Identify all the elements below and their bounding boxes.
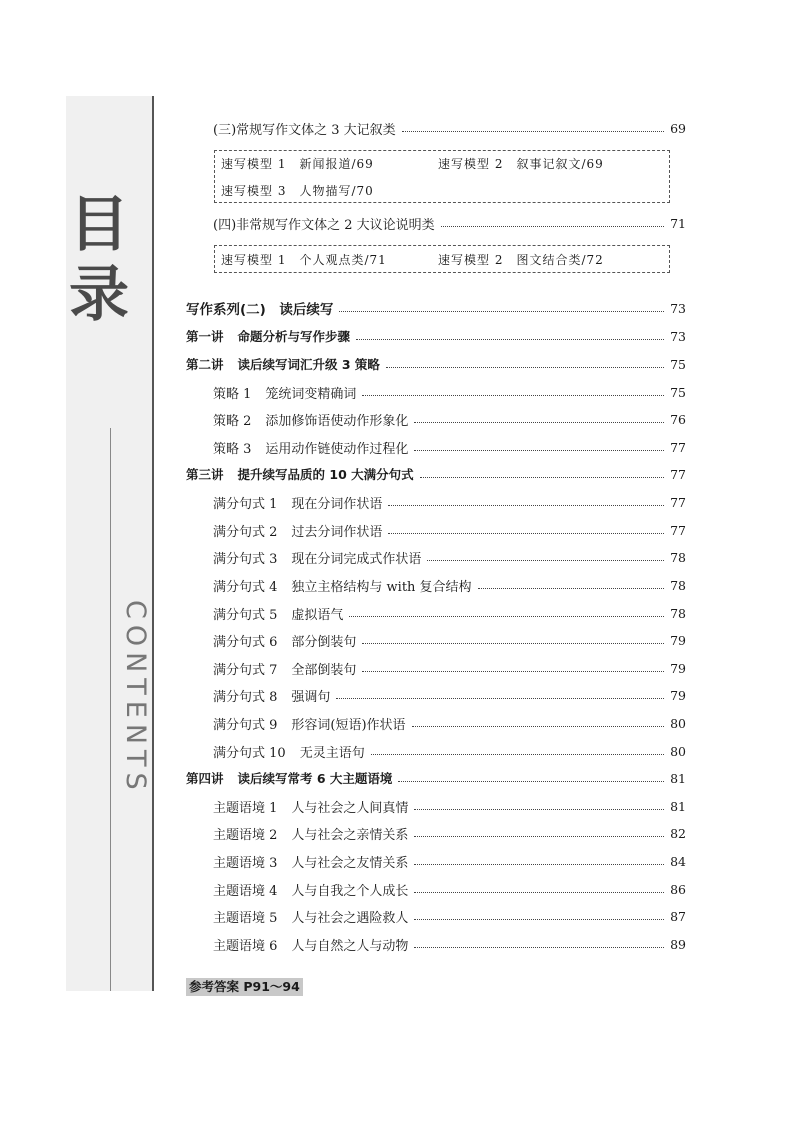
toc-sub-entry[interactable]: [213, 850, 686, 872]
leader-dots: [414, 450, 664, 451]
sub-entry-number: 满分句式 5: [213, 607, 278, 623]
leader-dots: [414, 809, 664, 810]
toc-sub-entry[interactable]: [213, 546, 686, 568]
sub-entry-number: 主题语境 6: [213, 938, 278, 954]
sub-entry-title: 全部倒装句: [291, 662, 357, 678]
toc-page-number: 78: [670, 549, 686, 565]
toc-page-number: 78: [670, 605, 686, 621]
sub-entry-number: 满分句式 2: [213, 524, 278, 540]
sub-entry-title: 独立主格结构与 with 复合结构: [291, 579, 472, 595]
toc-page-number: 77: [670, 494, 686, 510]
toc-page-number: 86: [670, 881, 686, 897]
toc-page-number: 81: [670, 770, 686, 786]
leader-dots: [412, 726, 665, 727]
toc-page-number: 76: [670, 411, 686, 427]
sub-entry-number: 满分句式 7: [213, 662, 278, 678]
leader-dots: [362, 671, 664, 672]
sub-entry-number: 主题语境 4: [213, 883, 278, 899]
toc-sub-entry[interactable]: [213, 629, 686, 651]
toc-title-char-1: 目: [69, 190, 129, 260]
toc-entry-title: (四)非常规写作文体之 2 大议论说明类: [213, 217, 435, 233]
sub-entry-title: 人与社会之亲情关系: [291, 827, 409, 843]
leader-dots: [414, 892, 664, 893]
toc-page-number: 77: [670, 522, 686, 538]
toc-page-number: 87: [670, 908, 686, 924]
quick-model-item[interactable]: 速写模型 1 新闻报道/69: [221, 157, 374, 171]
leader-dots: [339, 311, 664, 312]
sub-entry-number: 策略 1: [213, 386, 252, 402]
lecture-title: 命题分析与写作步骤: [237, 329, 351, 344]
sub-entry-number: 策略 3: [213, 441, 252, 457]
toc-page-number: 75: [670, 384, 686, 400]
toc-entry[interactable]: [213, 117, 686, 139]
sub-entry-number: 满分句式 4: [213, 579, 278, 595]
lecture-title: 提升续写品质的 10 大满分句式: [237, 467, 414, 482]
sub-entry-number: 满分句式 8: [213, 689, 278, 705]
leader-dots: [427, 560, 664, 561]
toc-sub-entry[interactable]: [213, 436, 686, 458]
sub-entry-title: 人与社会之人间真情: [291, 800, 409, 816]
sidebar-divider: [152, 96, 154, 991]
toc-sub-entry[interactable]: [213, 602, 686, 624]
answer-key-label[interactable]: 参考答案 P91～94: [186, 978, 303, 996]
leader-dots: [414, 422, 664, 423]
sub-entry-number: 主题语境 5: [213, 910, 278, 926]
toc-page-number: 79: [670, 632, 686, 648]
leader-dots: [336, 698, 664, 699]
toc-sub-entry[interactable]: [213, 519, 686, 541]
sub-entry-title: 现在分词完成式作状语: [291, 551, 422, 567]
leader-dots: [441, 226, 664, 227]
series-heading-title: 写作系列(二) 读后续写: [186, 302, 334, 318]
contents-label: CONTENTS: [120, 600, 151, 796]
lecture-entry[interactable]: [186, 353, 686, 375]
toc-page-number: 79: [670, 660, 686, 676]
lecture-number: 第二讲: [186, 357, 224, 372]
leader-dots: [362, 395, 664, 396]
toc-page-number: 82: [670, 825, 686, 841]
toc-sub-entry[interactable]: [213, 712, 686, 734]
quick-model-item[interactable]: 速写模型 2 叙事记叙文/69: [438, 157, 604, 171]
sub-entry-title: 人与社会之遇险救人: [291, 910, 409, 926]
toc-page-number: 73: [670, 328, 686, 344]
toc-title-char-2: 录: [69, 260, 129, 330]
toc-sub-entry[interactable]: [213, 657, 686, 679]
toc-sub-entry[interactable]: [213, 574, 686, 596]
leader-dots: [386, 367, 664, 368]
toc-entry-title: (三)常规写作文体之 3 大记叙类: [213, 122, 396, 138]
sub-entry-number: 主题语境 3: [213, 855, 278, 871]
leader-dots: [478, 588, 665, 589]
toc-page-number: 77: [670, 439, 686, 455]
toc-page-number: 71: [670, 215, 686, 231]
lecture-number: 第四讲: [186, 771, 224, 786]
sidebar-inner-rule: [110, 428, 111, 991]
toc-sub-entry[interactable]: [213, 905, 686, 927]
leader-dots: [349, 616, 664, 617]
sub-entry-title: 笼统词变精确词: [265, 386, 357, 402]
toc-entry[interactable]: [213, 212, 686, 234]
toc-sub-entry[interactable]: [213, 491, 686, 513]
toc-sub-entry[interactable]: [213, 933, 686, 955]
sub-entry-number: 满分句式 10: [213, 745, 286, 761]
quick-model-item[interactable]: 速写模型 2 图文结合类/72: [438, 253, 604, 267]
sub-entry-title: 人与自我之个人成长: [291, 883, 409, 899]
toc-page-number: 89: [670, 936, 686, 952]
toc-sub-entry[interactable]: [213, 684, 686, 706]
sub-entry-number: 满分句式 1: [213, 496, 278, 512]
leader-dots: [371, 754, 664, 755]
leader-dots: [356, 339, 664, 340]
sub-entry-title: 形容词(短语)作状语: [291, 717, 406, 733]
lecture-title: 读后续写词汇升级 3 策略: [237, 357, 380, 372]
sub-entry-title: 添加修饰语使动作形象化: [265, 413, 409, 429]
sub-entry-number: 满分句式 6: [213, 634, 278, 650]
sub-entry-number: 主题语境 1: [213, 800, 278, 816]
sub-entry-title: 人与自然之人与动物: [291, 938, 409, 954]
lecture-entry[interactable]: [186, 325, 686, 347]
toc-sub-entry[interactable]: [213, 878, 686, 900]
sub-entry-title: 运用动作链使动作过程化: [265, 441, 409, 457]
toc-page-number: 80: [670, 715, 686, 731]
sub-entry-title: 虚拟语气: [291, 607, 344, 623]
toc-page-number: 84: [670, 853, 686, 869]
leader-dots: [414, 947, 664, 948]
lecture-number: 第一讲: [186, 329, 224, 344]
leader-dots: [414, 919, 664, 920]
leader-dots: [414, 836, 664, 837]
toc-page-number: 78: [670, 577, 686, 593]
toc-sub-entry[interactable]: [213, 408, 686, 430]
toc-page-number: 75: [670, 356, 686, 372]
quick-model-item[interactable]: 速写模型 3 人物描写/70: [221, 184, 374, 198]
toc-page-number: 81: [670, 798, 686, 814]
lecture-number: 第三讲: [186, 467, 224, 482]
sub-entry-title: 人与社会之友情关系: [291, 855, 409, 871]
lecture-title: 读后续写常考 6 大主题语境: [237, 771, 393, 786]
sub-entry-title: 现在分词作状语: [291, 496, 383, 512]
leader-dots: [388, 533, 664, 534]
quick-model-box: [214, 245, 670, 273]
sub-entry-number: 满分句式 9: [213, 717, 278, 733]
sub-entry-number: 满分句式 3: [213, 551, 278, 567]
sub-entry-number: 策略 2: [213, 413, 252, 429]
toc-page-number: 77: [670, 466, 686, 482]
toc-sub-entry[interactable]: [213, 822, 686, 844]
series-heading[interactable]: [186, 297, 686, 319]
leader-dots: [398, 781, 664, 782]
leader-dots: [402, 131, 664, 132]
toc-sub-entry[interactable]: [213, 795, 686, 817]
leader-dots: [362, 643, 664, 644]
sub-entry-title: 过去分词作状语: [291, 524, 383, 540]
sub-entry-title: 无灵主语句: [299, 745, 365, 761]
toc-sub-entry[interactable]: [213, 740, 686, 762]
leader-dots: [420, 477, 664, 478]
quick-model-box: [214, 150, 670, 203]
toc-page-number: 73: [670, 300, 686, 316]
toc-page-number: 69: [670, 120, 686, 136]
sub-entry-title: 部分倒装句: [291, 634, 357, 650]
toc-sub-entry[interactable]: [213, 381, 686, 403]
lecture-entry[interactable]: [186, 767, 686, 789]
toc-page-number: 79: [670, 687, 686, 703]
sub-entry-number: 主题语境 2: [213, 827, 278, 843]
leader-dots: [414, 864, 664, 865]
leader-dots: [388, 505, 664, 506]
quick-model-item[interactable]: 速写模型 1 个人观点类/71: [221, 253, 387, 267]
sub-entry-title: 强调句: [291, 689, 331, 705]
lecture-entry[interactable]: [186, 463, 686, 485]
toc-page-number: 80: [670, 743, 686, 759]
